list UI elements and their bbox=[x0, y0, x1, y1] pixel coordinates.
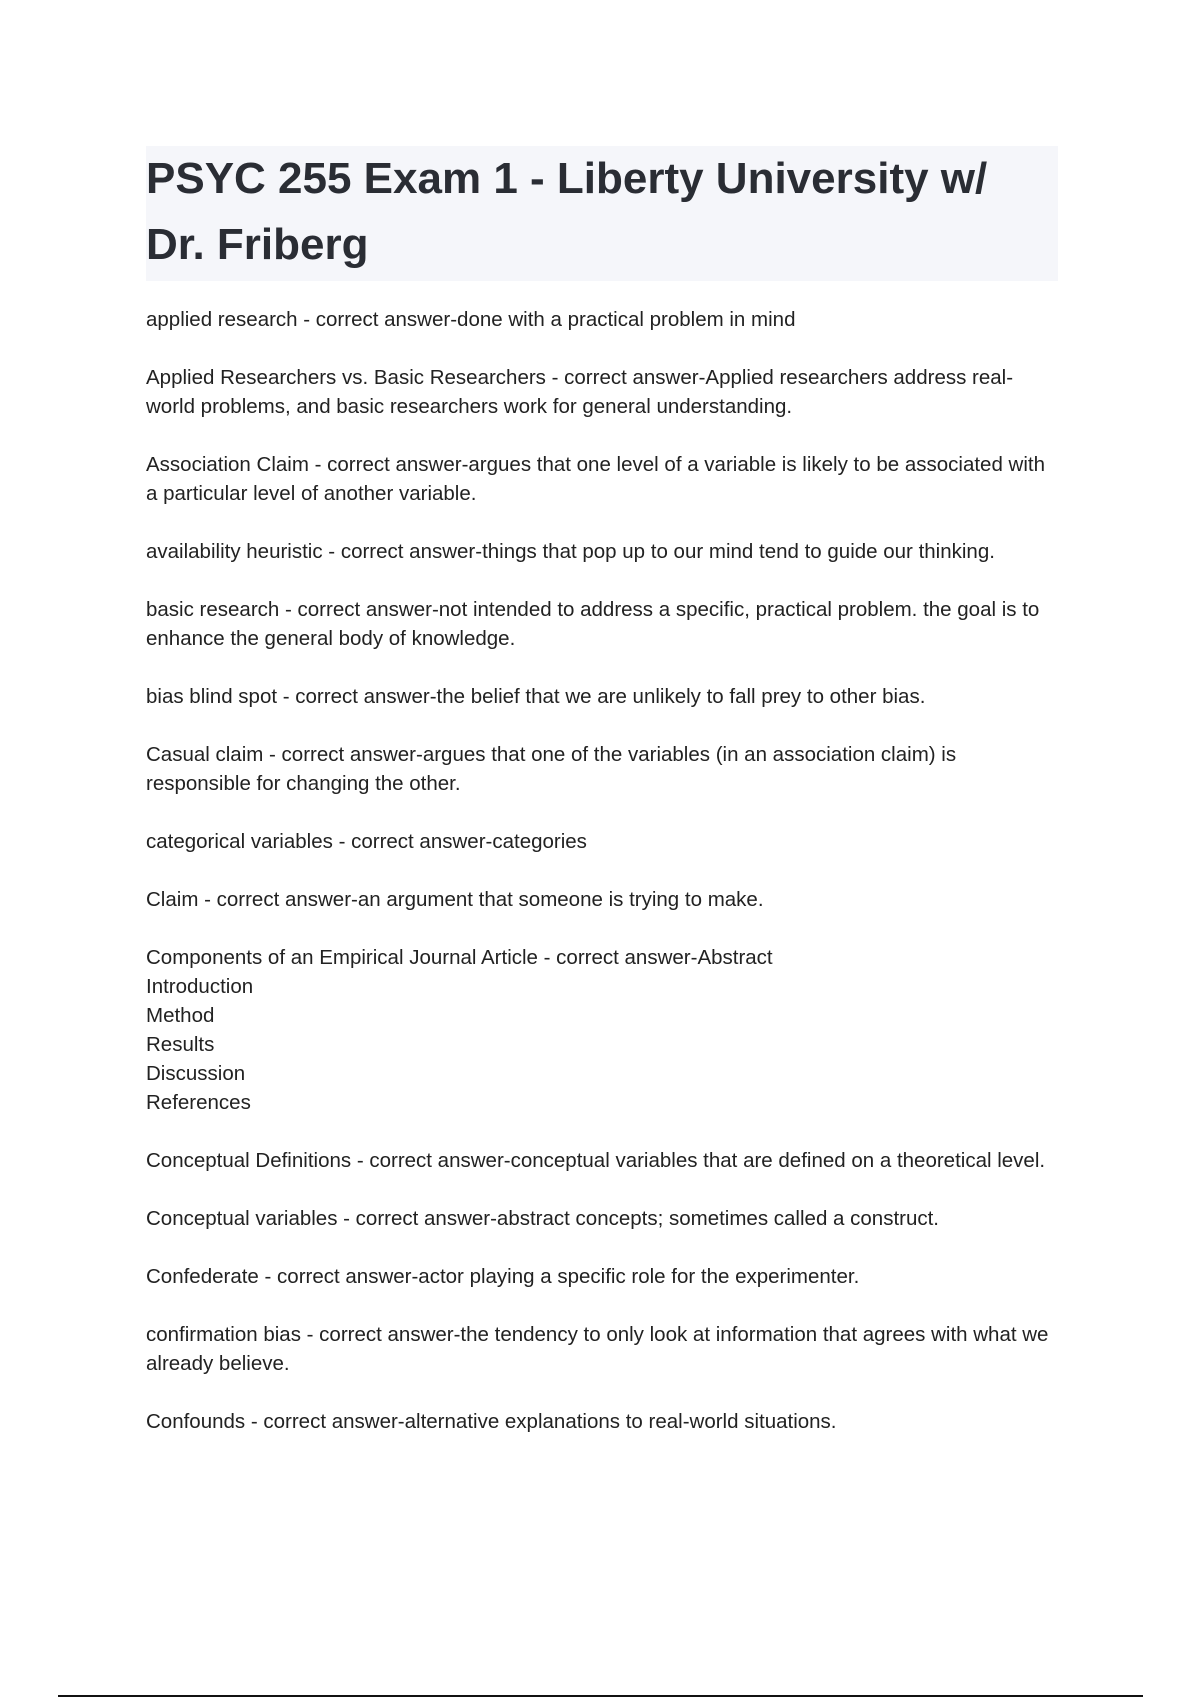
list-item: Conceptual variables - correct answer-abstract concepts; sometimes called a construct. bbox=[146, 1207, 940, 1230]
list-item: Applied Researchers vs. Basic Researchers - correct answer-Applied researchers address real-world problems, and basic researchers work for general understanding. bbox=[146, 366, 1014, 418]
page-divider bbox=[58, 1695, 1143, 1697]
flashcard-list bbox=[146, 305, 1056, 1465]
list-item: Association Claim - correct answer-argues that one level of a variable is likely to be associated with a particular level of another variable. bbox=[146, 453, 1045, 505]
list-item: availability heuristic - correct answer-things that pop up to our mind tend to guide our thinking. bbox=[146, 540, 995, 563]
title-block bbox=[146, 146, 1058, 281]
list-item: confirmation bias - correct answer-the tendency to only look at information that agrees with what we already believe. bbox=[146, 1323, 1049, 1375]
list-item: Casual claim - correct answer-argues that one of the variables (in an association claim) is responsible for changing the other. bbox=[146, 743, 957, 795]
list-item: bias blind spot - correct answer-the belief that we are unlikely to fall prey to other bias. bbox=[146, 685, 926, 708]
list-item: categorical variables - correct answer-categories bbox=[146, 830, 587, 853]
list-item: applied research - correct answer-done with a practical problem in mind bbox=[146, 308, 796, 331]
list-item: Confederate - correct answer-actor playing a specific role for the experimenter. bbox=[146, 1265, 860, 1288]
list-item: Confounds - correct answer-alternative explanations to real-world situations. bbox=[146, 1410, 837, 1433]
page-title: PSYC 255 Exam 1 - Liberty University w/ Dr. Friberg bbox=[146, 154, 988, 269]
list-item: basic research - correct answer-not intended to address a specific, practical problem. the goal is to enhance the general body of knowledge. bbox=[146, 598, 1040, 650]
list-item: Claim - correct answer-an argument that someone is trying to make. bbox=[146, 888, 764, 911]
list-item: Conceptual Definitions - correct answer-conceptual variables that are defined on a theoretical level. bbox=[146, 1149, 1046, 1172]
list-item: Components of an Empirical Journal Article - correct answer-Abstract Introduction Method Results Discussion References bbox=[146, 946, 773, 1114]
